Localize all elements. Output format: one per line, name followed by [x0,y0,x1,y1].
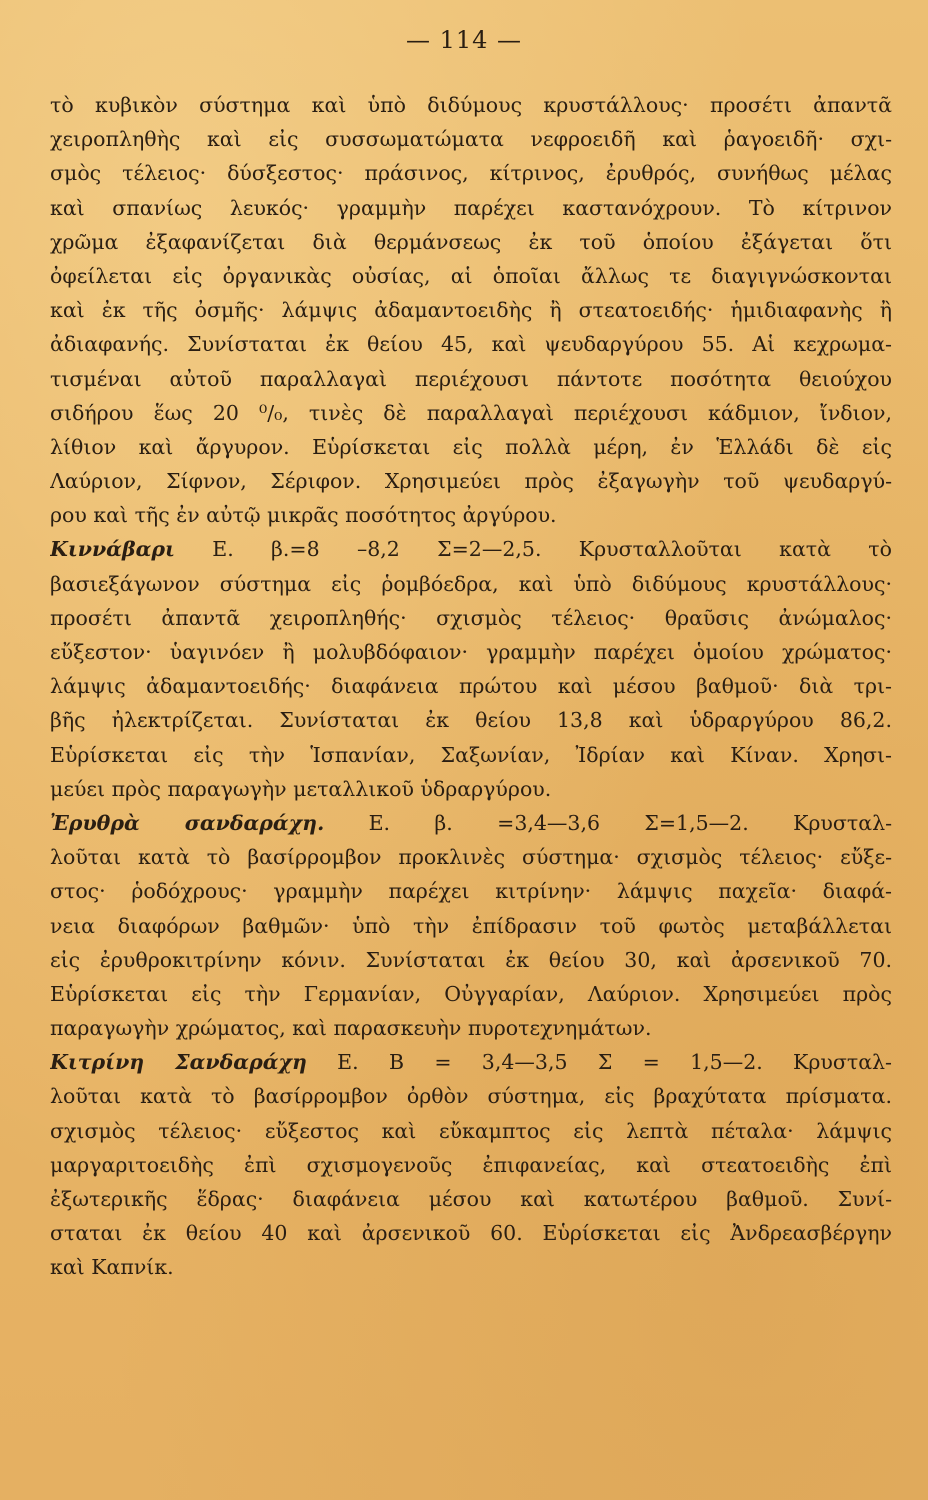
text-line: ἀδιαφανής. Συνίσταται ἐκ θείου 45, καὶ ψευδαργύρου 55. Αἱ κεχρωμα- [50,332,892,357]
text-line: χρῶμα ἐξαφανίζεται διὰ θερμάνσεως ἐκ τοῦ ὁποίου ἐξάγεται ὅτι [50,229,892,254]
text-run: Ε. β.=8 –8,2 Σ=2—2,5. Κρυσταλλοῦται κατὰ τὸ [174,537,892,562]
text-line: εὔξεστον· ὑαγινόεν ἢ μολυβδόφαιον· γραμμὴν παρέχει ὁμοίου χρώματος· [50,640,892,664]
text-line: καὶ Καπνίκ. [50,1255,174,1280]
body-text [50,88,892,1285]
paragraph-zinc-blende [50,88,892,532]
text-line: προσέτι ἀπαντᾶ χειροπληθής· σχισμὸς τέλειος· θραῦσις ἀνώμαλος· [50,605,892,630]
text-run: Ε. Β = 3,4—3,5 Σ = 1,5—2. Κρυσταλ- [306,1050,892,1075]
text-line: ρου καὶ τῆς ἐν αὐτῷ μικρᾶς ποσότητος ἀργύρου. [50,503,557,528]
text-line: στος· ῥοδόχρους· γραμμὴν παρέχει κιτρίνην· λάμψις παχεῖα· διαφά- [50,879,892,904]
text-line: παραγωγὴν χρώματος, καὶ παρασκευὴν πυροτεχνημάτων. [50,1016,652,1041]
text-line: βῆς ἠλεκτρίζεται. Συνίσταται ἐκ θείου 13,8 καὶ ὑδραργύρου 86,2. [50,708,892,733]
text-line: τὸ κυβικὸν σύστημα καὶ ὑπὸ διδύμους κρυστάλλους· προσέτι ἀπαντᾶ [50,93,892,117]
text-line: τισμέναι αὐτοῦ παραλλαγαὶ περιέχουσι πάντοτε ποσότητα θειούχου [50,366,892,391]
text-line: λοῦται κατὰ τὸ βασίρρομβον ὀρθὸν σύστημα, εἰς βραχύτατα πρίσματα. [50,1084,892,1109]
paragraph-cinnabar [50,532,892,806]
text-line: ἐξωτερικῆς ἕδρας· διαφάνεια μέσου καὶ κατωτέρου βαθμοῦ. Συνί- [50,1187,892,1211]
text-line: Λαύριον, Σίφνον, Σέριφον. Χρησιμεύει πρὸς ἐξαγωγὴν τοῦ ψευδαργύ- [50,469,892,494]
text-line: σμὸς τέλειος· δύσξεστος· πράσινος, κίτρινος, ἐρυθρός, συνήθως μέλας [50,161,892,186]
text-line: σταται ἐκ θείου 40 καὶ ἀρσενικοῦ 60. Εὑρίσκεται εἰς Ἀνδρεασβέργην [50,1221,892,1246]
mineral-term: Κιτρίνη Σανδαράχη [50,1050,307,1075]
text-line-with-term [50,1045,892,1079]
text-line: βασιεξάγωνον σύστημα εἰς ῥομβόεδρα, καὶ ὑπὸ διδύμους κρυστάλλους· [50,571,892,596]
mineral-term: Ἐρυθρὰ σανδαράχη. [50,810,325,835]
text-line: νεια διαφόρων βαθμῶν· ὑπὸ τὴν ἐπίδρασιν τοῦ φωτὸς μεταβάλλεται [50,913,892,938]
text-line: ὀφείλεται εἰς ὀργανικὰς οὐσίας, αἱ ὁποῖαι ἄλλως τε διαγιγνώσκονται [50,263,892,288]
text-line: σιδήρου ἕως 20 ⁰/₀, τινὲς δὲ παραλλαγαὶ περιέχουσι κάδμιον, ἴνδιον, [50,400,892,425]
text-line: Εὑρίσκεται εἰς τὴν Ἱσπανίαν, Σαξωνίαν, Ἰδρίαν καὶ Κίναν. Χρησι- [50,742,892,767]
text-line-with-term [50,532,892,566]
text-line: λίθιον καὶ ἄργυρον. Εὑρίσκεται εἰς πολλὰ μέρη, ἐν Ἑλλάδι δὲ εἰς [50,434,892,459]
text-line: λάμψις ἀδαμαντοειδής· διαφάνεια πρώτου καὶ μέσου βαθμοῦ· διὰ τρι- [50,674,892,699]
text-line: λοῦται κατὰ τὸ βασίρρομβον προκλινὲς σύστημα· σχισμὸς τέλειος· εὔξε- [50,845,892,870]
text-line: μαργαριτοειδὴς ἐπὶ σχισμογενοῦς ἐπιφανείας, καὶ στεατοειδὴς ἐπὶ [50,1152,892,1177]
text-run: Ε. β. =3,4—3,6 Σ=1,5—2. Κρυσταλ- [324,810,892,835]
text-line: χειροπληθὴς καὶ εἰς συσσωματώματα νεφροειδῆ καὶ ῥαγοειδῆ· σχι- [50,127,892,152]
text-line: καὶ ἐκ τῆς ὀσμῆς· λάμψις ἀδαμαντοειδὴς ἢ στεατοειδής· ἡμιδιαφανὴς ἢ [50,298,892,323]
text-line: Εὑρίσκεται εἰς τὴν Γερμανίαν, Οὐγγαρίαν, Λαύριον. Χρησιμεύει πρὸς [50,981,892,1006]
text-line: μεύει πρὸς παραγωγὴν μεταλλικοῦ ὑδραργύρου. [50,776,552,801]
text-line: καὶ σπανίως λευκός· γραμμὴν παρέχει καστανόχρουν. Τὸ κίτρινον [50,195,892,220]
page-number: — 114 — [405,26,523,54]
paragraph-orpiment [50,1045,892,1284]
text-line: εἰς ἐρυθροκιτρίνην κόνιν. Συνίσταται ἐκ θείου 30, καὶ ἀρσενικοῦ 70. [50,947,892,972]
paragraph-realgar [50,806,892,1045]
text-line-with-term [50,806,892,840]
text-line: σχισμὸς τέλειος· εὔξεστος καὶ εὔκαμπτος εἰς λεπτὰ πέταλα· λάμψις [50,1118,892,1143]
mineral-term: Κιννάβαρι [50,537,175,562]
